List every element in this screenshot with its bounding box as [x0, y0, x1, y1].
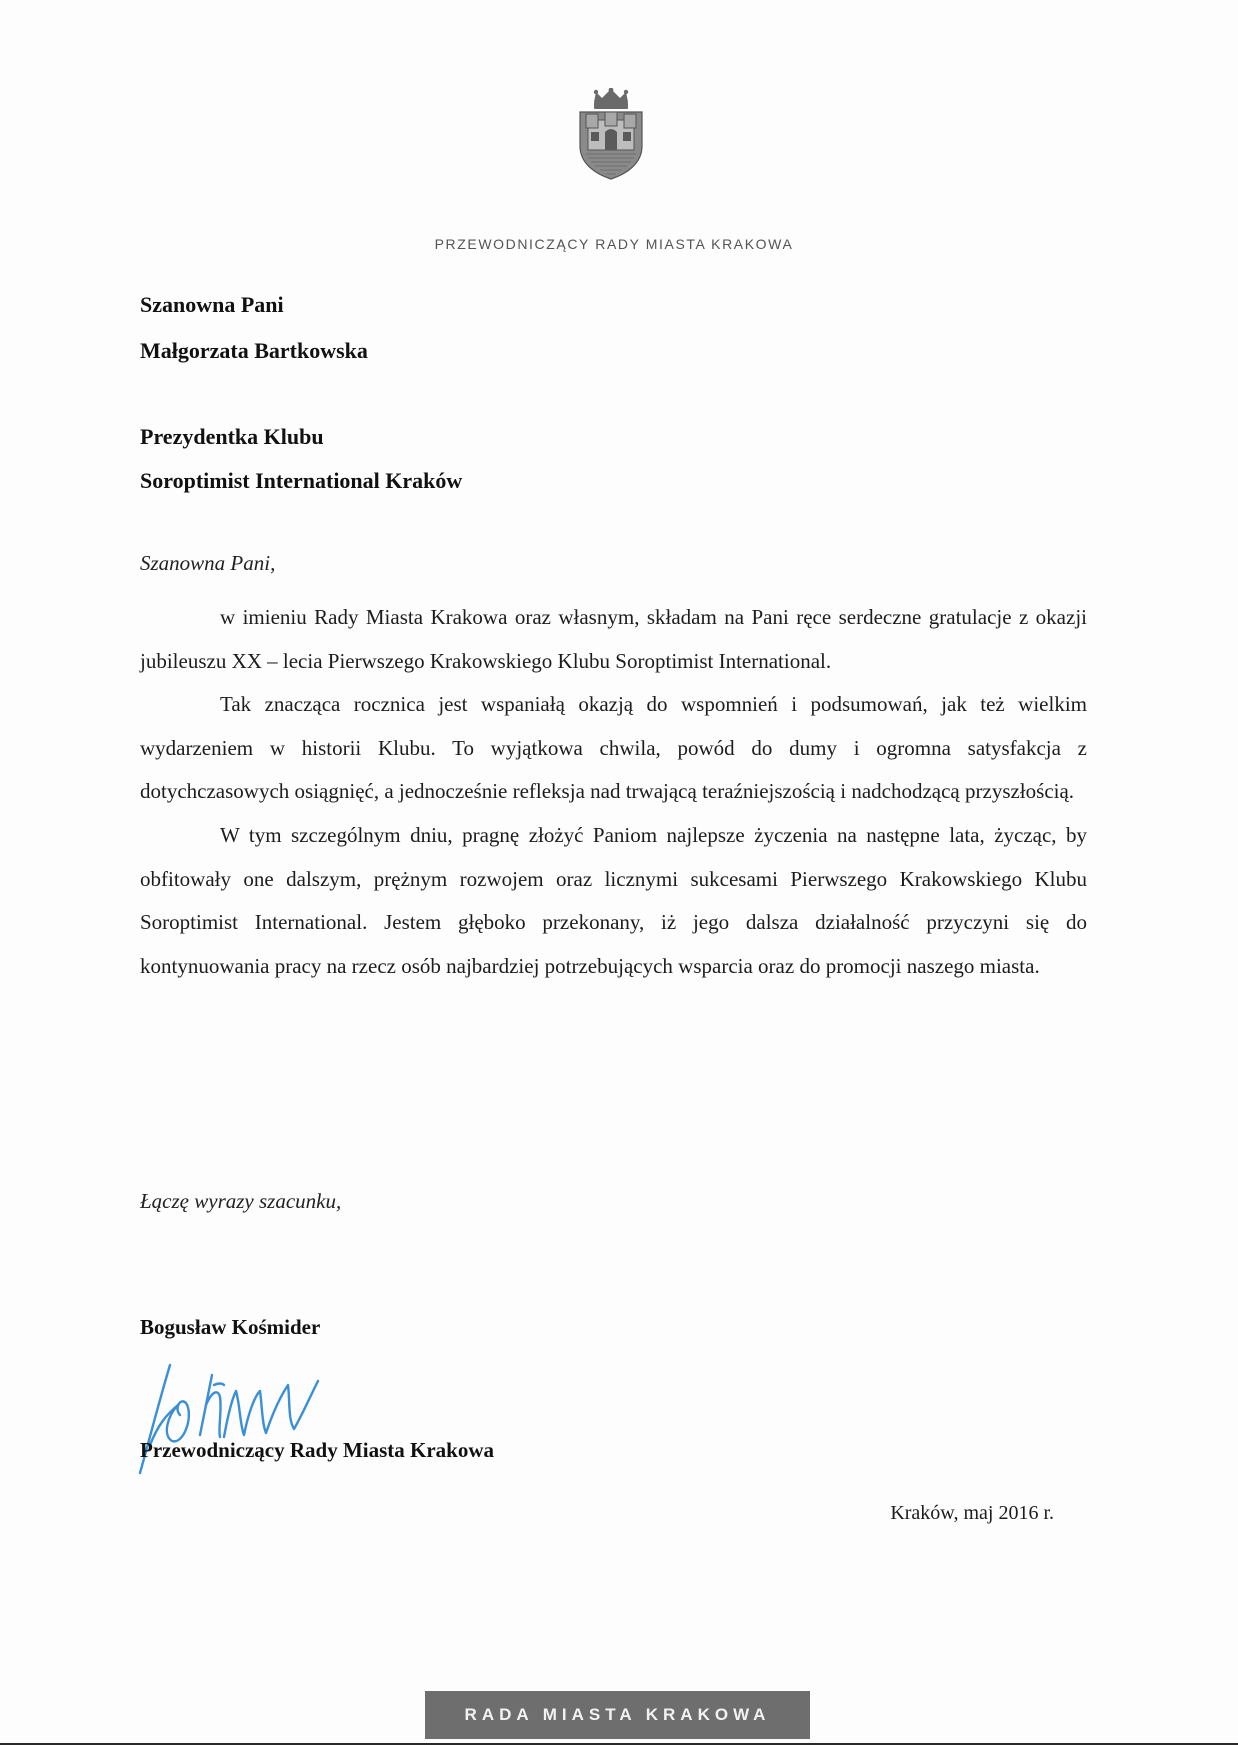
- recipient-position: Prezydentka Klubu: [140, 424, 324, 449]
- body-paragraph: W tym szczególnym dniu, pragnę złożyć Paniom najlepsze życzenia na następne lata, życząc, by obfitowały one dalszym, prężnym rozwojem oraz licznymi sukcesami Pierwszego Krakowskiego Klubu Soroptimist International. Jestem głęboko przekonany, iż jego dalsza działalność przyczyni się do kontynuowania pracy na rzecz osób najbardziej potrzebujących wsparcia oraz do promocji naszego miasta.: [140, 822, 1087, 978]
- recipient-salutation: Szanowna Pani: [140, 292, 284, 317]
- footer-bar: RADA MIASTA KRAKOWA: [425, 1691, 810, 1739]
- krakow-coat-of-arms-icon: [576, 88, 646, 180]
- date-place: Kraków, maj 2016 r.: [890, 1502, 1054, 1524]
- letter-body: [140, 596, 1087, 988]
- body-paragraph: Tak znacząca rocznica jest wspaniałą okazją do wspomnień i podsumowań, jak też wielkim wydarzeniem w historii Klubu. To wyjątkowa chwila, powód do dumy i ogromna satysfakcja z dotychczasowych osiągnięć, a jednocześnie refleksja nad trwającą teraźniejszością i nadchodzącą przyszłością.: [140, 692, 1087, 804]
- body-paragraph: w imieniu Rady Miasta Krakowa oraz własnym, składam na Pani ręce serdeczne gratulacje z okazji jubileuszu XX – lecia Pierwszego Krakowskiego Klubu Soroptimist International.: [140, 605, 1087, 673]
- recipient-organization: Soroptimist International Kraków: [140, 468, 463, 493]
- signatory-name: Bogusław Kośmider: [140, 1315, 321, 1339]
- recipient-name: Małgorzata Bartkowska: [140, 338, 368, 363]
- letterhead-title: PRZEWODNICZĄCY RADY MIASTA KRAKOWA: [434, 236, 794, 252]
- signatory-title: Przewodniczący Rady Miasta Krakowa: [140, 1438, 495, 1462]
- letter-greeting: Szanowna Pani,: [140, 551, 276, 575]
- letter-closing: Łączę wyrazy szacunku,: [140, 1189, 342, 1213]
